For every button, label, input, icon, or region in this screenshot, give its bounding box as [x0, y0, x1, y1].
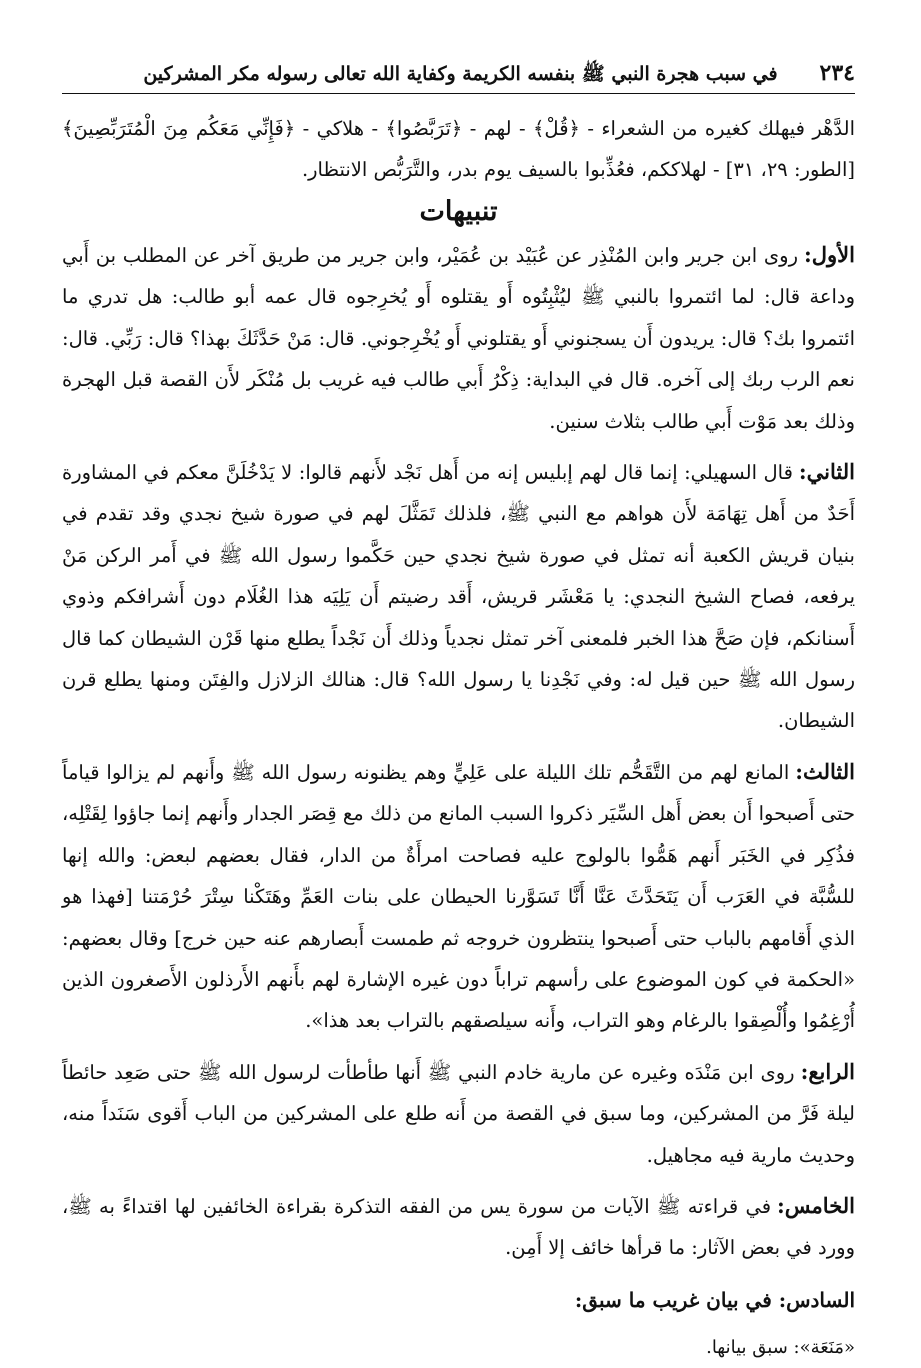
note-label: الثاني: — [798, 459, 855, 485]
note-third — [62, 751, 855, 1042]
note-fifth — [62, 1185, 855, 1269]
note-text: قال السهيلي: إنما قال لهم إبليس إنه من أَهل نَجْد لأَنهم قالوا: لا يَدْخُلَنَّ معكم في المشاورة أَحَدٌ من أَهل تِهَامَة لأَن هواهم مع النبي ﷺ، فلذلك تَمَثَّلَ لهم في صورة شيخ نجدي وقد تقدم في بنيان قريش الكعبة أنه تمثل في صورة شيخ نجدي حين حَكَّموا رسول الله ﷺ في أَمر الركن مَنْ يرفعه، فصاح الشيخ النجدي: يا مَعْشَر قريش، أَقد رضيتم أَن يَلِيَه هذا الغُلَام دون أَشرافكم وذوي أَسنانكم، فإن صَحَّ هذا الخبر فلمعنى آخر تمثل نجدياً وذلك أَن نَجْداً يطلع منها قَرْن الشيطان كما قال رسول الله ﷺ حين قيل له: وفي نَجْدِنا يا رسول الله؟ قال: هنالك الزلازل والفِتَن ومنها يطلع قرن الشيطان. — [62, 461, 855, 733]
section-heading: تنبيهات — [419, 196, 498, 227]
header-rule — [62, 93, 855, 94]
running-header — [62, 60, 855, 93]
chapter-title: في سبب هجرة النبي ﷺ بنفسه الكريمة وكفاية الله تعالى رسوله مكر المشركين — [143, 63, 778, 85]
glossary-entry: «مَنَعَة»: سبق بيانها. — [706, 1336, 855, 1358]
note-label: الثالث: — [795, 758, 855, 784]
note-label: الرابع: — [800, 1058, 855, 1084]
intro-paragraph: الدَّهْر فيهلك كغيره من الشعراء - ﴿قُلْ﴾ - لهم - ﴿تَرَبَّصُوا﴾ - هلاكي - ﴿فَإِنِّي مَعَكُم مِنَ الْمُتَرَبِّصِينَ﴾ [الطور: ٢٩، ٣١] - لهلاككم، فعُذِّبوا بالسيف يوم بدر، والتَّرَبُّص الانتظار. — [62, 117, 855, 181]
note-second — [62, 451, 855, 742]
note-label: الخامس: — [777, 1192, 855, 1218]
note-first — [62, 234, 855, 442]
note-text: روى ابن مَنْدَه وغيره عن مارية خادم النبي ﷺ أَنها طأطأت لرسول الله ﷺ حتى صَعِد حائطاً ليلة فَرَّ من المشركين، وما سبق في القصة من أَنه طلع على المشركين من الباب أَقوى سَنَداً منه، وحديث مارية فيه مجاهيل. — [62, 1060, 855, 1167]
note-text: المانع لهم من التَّقَحُّم تلك الليلة على عَلِيٍّ وهم يظنونه رسول الله ﷺ وأَنهم لم يزالوا قياماً حتى أَصبحوا أَن بعض أَهل السِّيَر ذكروا السبب المانع من ذلك مع قِصَر الجدار وأَنهم إنما جاؤوا لِقَتْلِه، فذُكِر في الخَبَر أَنهم هَمُّوا بالولوج عليه فصاحت امرأَةٌ من الدار، فقال بعضهم لبعض: والله إنها للسُّبَّة في العَرَب أَن يَتَحَدَّثَ عَنَّا أَنَّا تَسَوَّرنا الحيطان على بنات العَمِّ وهَتَكْنا سِتْرَ حُرْمَتنا [فهذا هو الذي أَقامهم بالباب حتى أَصبحوا ينتظرون خروجه ثم طمست أَبصارهم عنه حين خرج] وقال بعضهم: «الحكمة في كون الموضوع على رأسهم تراباً دون غيره الإشارة لهم بأَنهم الأَرذلون الأَصغرون الذين أُرْغِمُوا وأُلْصِقوا بالرغام وهو التراب، وأَنه سيلصقهم بالتراب بعد هذا». — [62, 760, 855, 1033]
note-fourth — [62, 1051, 855, 1176]
note-text: روى ابن جرير وابن المُنْذِر عن عُبَيْد بن عُمَيْر، وابن جرير من طريق آخر عن المطلب بن أَبي وداعة قال: لما ائتمروا بالنبي ﷺ ليُثْبِتُوه أَو يقتلوه أَو يُخرِجوه قال عمه أبو طالب: هل تدري ما ائتمروا بك؟ قال: يريدون أَن يسجنوني أَو يقتلوني أَو يُخْرِجوني. قال: مَنْ حَدَّثَكَ بهذا؟ قال: رَبِّي. قال: نعم الرب ربك إلى آخره. قال في البداية: ذِكْرُ أَبي طالب فيه غريب بل مُنْكَر لأَن القصة قبل الهجرة وذلك بعد مَوْت أَبي طالب بثلاث سنين. — [62, 244, 855, 433]
note-text: في قراءته ﷺ الآيات من سورة يس من الفقه التذكرة بقراءة الخائفين لها اقتداءً به ﷺ، وورد في بعض الآثار: ما قرأها خائف إلا أَمِن. — [62, 1194, 855, 1260]
note-label: الأول: — [804, 242, 855, 267]
page-number: ٢٣٤ — [819, 60, 855, 86]
sixth-heading: السادس: في بيان غريب ما سبق: — [574, 1287, 855, 1312]
